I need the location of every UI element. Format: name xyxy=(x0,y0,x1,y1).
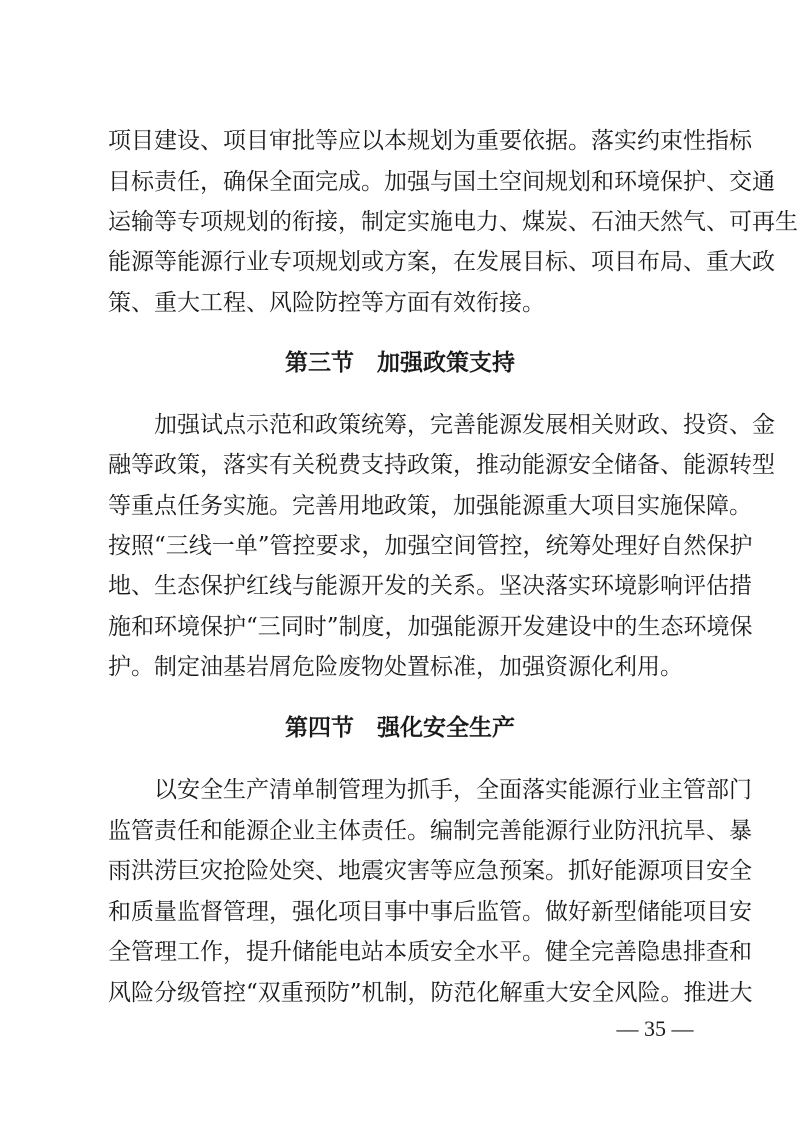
paragraph-line: 能源等能源行业专项规划或方案，在发展目标、项目布局、重大政 xyxy=(108,249,775,275)
page-number: — 35 — xyxy=(616,1016,694,1041)
paragraph-line: 护。制定油基岩屑危险废物处置标准，加强资源化利用。 xyxy=(108,654,683,680)
section-heading: 第三节 加强政策支持 xyxy=(285,349,515,376)
paragraph-line: 监管责任和能源企业主体责任。编制完善能源行业防汛抗旱、暴 xyxy=(108,818,752,844)
paragraph-line: 策、重大工程、风险防控等方面有效衔接。 xyxy=(108,290,545,316)
paragraph-line: 按照“三线一单”管控要求，加强空间管控，统筹处理好自然保护 xyxy=(108,533,753,559)
paragraph-line: 施和环境保护“三同时”制度，加强能源开发建设中的生态环境保 xyxy=(108,614,753,640)
paragraph-line: 全管理工作，提升储能电站本质安全水平。健全完善隐患排查和 xyxy=(108,939,752,965)
paragraph-line: 目标责任，确保全面完成。加强与国土空间规划和环境保护、交通 xyxy=(108,169,775,195)
paragraph-line: 风险分级管控“双重预防”机制，防范化解重大安全风险。推进大 xyxy=(108,980,753,1006)
paragraph-line: 地、生态保护红线与能源开发的关系。坚决落实环境影响评估措 xyxy=(108,573,752,599)
paragraph-line: 和质量监督管理，强化项目事中事后监管。做好新型储能项目安 xyxy=(108,899,752,925)
paragraph-line: 融等政策，落实有关税费支持政策，推动能源安全储备、能源转型 xyxy=(108,452,775,478)
section-heading: 第四节 强化安全生产 xyxy=(285,714,515,741)
paragraph-line: 以安全生产清单制管理为抓手，全面落实能源行业主管部门 xyxy=(154,777,752,803)
paragraph-line: 项目建设、项目审批等应以本规划为重要依据。落实约束性指标 xyxy=(108,128,752,154)
paragraph-line: 运输等专项规划的衔接，制定实施电力、煤炭、石油天然气、可再生 xyxy=(108,209,798,235)
paragraph-line: 等重点任务实施。完善用地政策，加强能源重大项目实施保障。 xyxy=(108,493,752,519)
paragraph-line: 加强试点示范和政策统筹，完善能源发展相关财政、投资、金 xyxy=(154,412,775,438)
paragraph-line: 雨洪涝巨灾抢险处突、地震灾害等应急预案。抓好能源项目安全 xyxy=(108,858,752,884)
